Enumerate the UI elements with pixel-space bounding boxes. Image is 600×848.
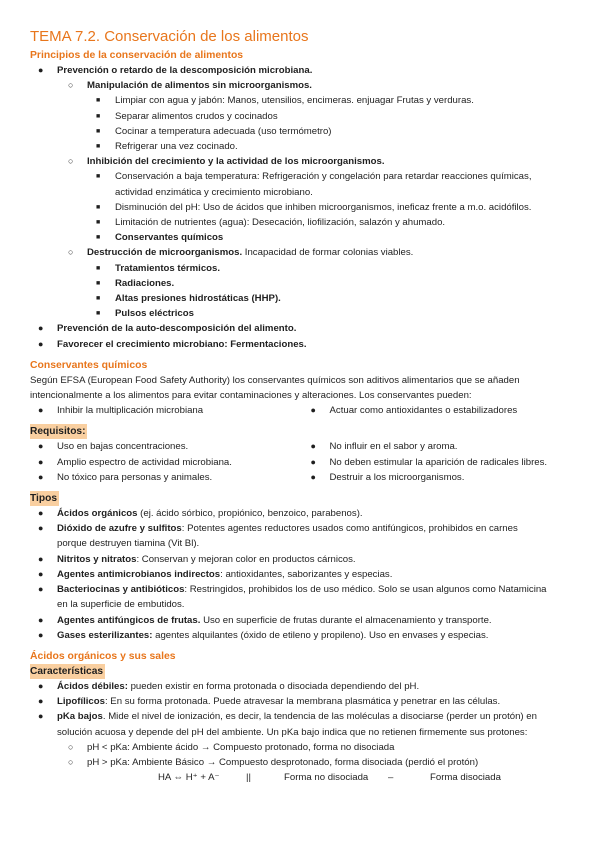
bullet-dot-icon: ● (310, 471, 316, 482)
document-page (30, 28, 575, 785)
list-item: ● pKa bajos. Mide el nivel de ionización, es decir, la tendencia de las moléculas a disociarse (perder un protón) en (30, 709, 575, 724)
list-item: ● Prevención de la auto-descomposición del alimento. (30, 321, 575, 336)
list-item: ■ Limpiar con agua y jabón: Manos, utensilios, encimeras. enjuagar Frutas y verduras. (30, 93, 575, 108)
section-heading-tipos: Tipos (30, 493, 57, 505)
bullet-dot-icon: ● (38, 614, 44, 625)
list-item: ● Prevención o retardo de la descomposición microbiana. (30, 63, 575, 78)
bullet-circle-icon: ○ (68, 247, 74, 258)
list-item: ● Uso en bajas concentraciones. (30, 439, 303, 454)
bullet-dot-icon: ● (38, 65, 44, 75)
paragraph-line: Según EFSA (European Food Safety Authority) los conservantes químicos son aditivos alimentarios que se añaden (30, 374, 520, 386)
list-item-continuation: actividad enzimática y crecimiento microbiano. (115, 186, 313, 198)
section-heading-principios: Principios de la conservación de alimentos (30, 50, 244, 61)
list-item: ■ Separar alimentos crudos y cocinados (30, 109, 575, 124)
page-title: TEMA 7.2. Conservación de los alimentos (30, 28, 309, 45)
bullet-dot-icon: ● (38, 553, 44, 564)
bullet-circle-icon: ○ (68, 80, 74, 91)
list-item: ● Ácidos orgánicos (ej. ácido sórbico, propiónico, benzoico, parabenos). (30, 506, 575, 521)
list-item: ■ Pulsos eléctricos (30, 306, 575, 321)
bullet-circle-icon: ○ (68, 756, 74, 767)
bullet-dot-icon: ● (310, 456, 316, 467)
dissociation-equation: HA ⇔ H⁺ + A⁻ || Forma no disociada – Forma disociada (158, 772, 501, 784)
bullet-square-icon: ■ (96, 203, 101, 211)
bullet-square-icon: ■ (96, 112, 101, 120)
section-heading-acidos: Ácidos orgánicos y sus sales (30, 650, 176, 662)
bullet-square-icon: ■ (96, 219, 101, 227)
bullet-square-icon: ■ (96, 279, 101, 287)
bullet-square-icon: ■ (96, 97, 101, 105)
bullet-square-icon: ■ (96, 264, 101, 272)
bullet-square-icon: ■ (96, 173, 101, 181)
bullet-square-icon: ■ (96, 295, 101, 303)
bullet-dot-icon: ● (38, 456, 44, 467)
bullet-dot-icon: ● (38, 523, 44, 534)
list-item: ○ pH < pKa: Ambiente ácido → Compuesto protonado, forma no disociada (30, 740, 575, 755)
bullet-square-icon: ■ (96, 143, 101, 151)
list-item: ○ Manipulación de alimentos sin microorganismos. (30, 78, 575, 93)
bullet-dot-icon: ● (38, 629, 44, 640)
bullet-dot-icon: ● (38, 680, 44, 691)
bullet-dot-icon: ● (38, 323, 44, 334)
bullet-square-icon: ■ (96, 310, 101, 318)
list-item: ■ Conservación a baja temperatura: Refrigeración y congelación para retardar reacciones químicas, (30, 169, 575, 184)
list-item: ● Nitritos y nitratos: Conservan y mejoran color en productos cárnicos. (30, 552, 575, 567)
list-item: ■ Radiaciones. (30, 276, 575, 291)
section-heading-conservantes: Conservantes químicos (30, 359, 148, 371)
list-item: ● Destruir a los microorganismos. (303, 470, 576, 485)
list-item: ● No influir en el sabor y aroma. (303, 439, 576, 454)
list-item: ■ Tratamientos térmicos. (30, 261, 575, 276)
list-item: ■ Cocinar a temperatura adecuada (uso termómetro) (30, 124, 575, 139)
bullet-dot-icon: ● (38, 405, 44, 416)
list-item: ● Bacteriocinas y antibióticos: Restringidos, prohibidos los de uso médico. Solo se usan algunos como Natamicina (30, 582, 575, 597)
list-item: ■ Conservantes químicos (30, 230, 575, 245)
bullet-circle-icon: ○ (68, 741, 74, 752)
list-item: ● No deben estimular la aparición de radicales libres. (303, 455, 576, 470)
list-item: ● Actuar como antioxidantes o estabilizadores (303, 403, 576, 418)
subsection-heading-caracteristicas: Características (30, 665, 104, 677)
list-item: ● No tóxico para personas y animales. (30, 470, 303, 485)
list-item: ● Ácidos débiles: pueden existir en forma protonada o disociada dependiendo del pH. (30, 679, 575, 694)
list-item: ● Dióxido de azufre y sulfitos: Potentes agentes reductores usados como antifúngicos, prohibidos en carnes (30, 521, 575, 536)
bullet-dot-icon: ● (38, 568, 44, 579)
list-item: ■ Refrigerar una vez cocinado. (30, 139, 575, 154)
bullet-circle-icon: ○ (68, 156, 74, 167)
two-column-list (30, 403, 575, 418)
bullet-dot-icon: ● (38, 471, 44, 482)
bullet-dot-icon: ● (38, 441, 44, 452)
list-item: ○ Inhibición del crecimiento y la actividad de los microorganismos. (30, 154, 575, 169)
list-item: ● Lipofílicos: En su forma protonada. Puede atravesar la membrana plasmática y penetrar en las células. (30, 694, 575, 709)
list-item: ■ Limitación de nutrientes (agua): Desecación, liofilización, salazón y ahumado. (30, 215, 575, 230)
list-item: ● Gases esterilizantes: agentes alquilantes (óxido de etileno y propileno). Uso en envases y especias. (30, 628, 575, 643)
bullet-dot-icon: ● (38, 508, 44, 519)
list-item-continuation: solución acuosa y depende del pH del ambiente. Un pKa bajo indica que no retienen firmemente sus protones: (57, 726, 528, 738)
bullet-dot-icon: ● (38, 338, 44, 349)
bullet-dot-icon: ● (310, 441, 316, 452)
list-item: ■ Disminución del pH: Uso de ácidos que inhiben microorganismos, ineficaz frente a m.o. acidófilos. (30, 200, 575, 215)
list-item: ○ Destrucción de microorganismos. Incapacidad de formar colonias viables. (30, 245, 575, 260)
two-column-list (30, 439, 575, 485)
section-heading-requisitos: Requisitos: (30, 426, 86, 438)
list-item: ● Inhibir la multiplicación microbiana (30, 403, 303, 418)
list-item: ■ Altas presiones hidrostáticas (HHP). (30, 291, 575, 306)
bullet-dot-icon: ● (38, 584, 44, 595)
list-item-continuation: porque destruyen tiamina (Vit Bl). (57, 538, 200, 550)
list-item: ○ pH > pKa: Ambiente Básico → Compuesto desprotonado, forma disociada (perdió el protón) (30, 755, 575, 770)
list-item: ● Amplio espectro de actividad microbiana. (30, 455, 303, 470)
list-item: ● Agentes antimicrobianos indirectos: antioxidantes, saborizantes y especias. (30, 567, 575, 582)
bullet-square-icon: ■ (96, 234, 101, 242)
bullet-dot-icon: ● (310, 405, 316, 416)
bullet-dot-icon: ● (38, 711, 44, 722)
bullet-square-icon: ■ (96, 127, 101, 135)
list-item: ● Agentes antifúngicos de frutas. Uso en superficie de frutas durante el almacenamiento y transporte. (30, 613, 575, 628)
bullet-dot-icon: ● (38, 696, 44, 707)
paragraph-line: intencionalmente a los alimentos para evitar contaminaciones y alteraciones. Los conservantes pueden: (30, 390, 472, 402)
list-item: ● Favorecer el crecimiento microbiano: Fermentaciones. (30, 337, 575, 352)
list-item-continuation: en la superficie de embutidos. (57, 599, 185, 611)
